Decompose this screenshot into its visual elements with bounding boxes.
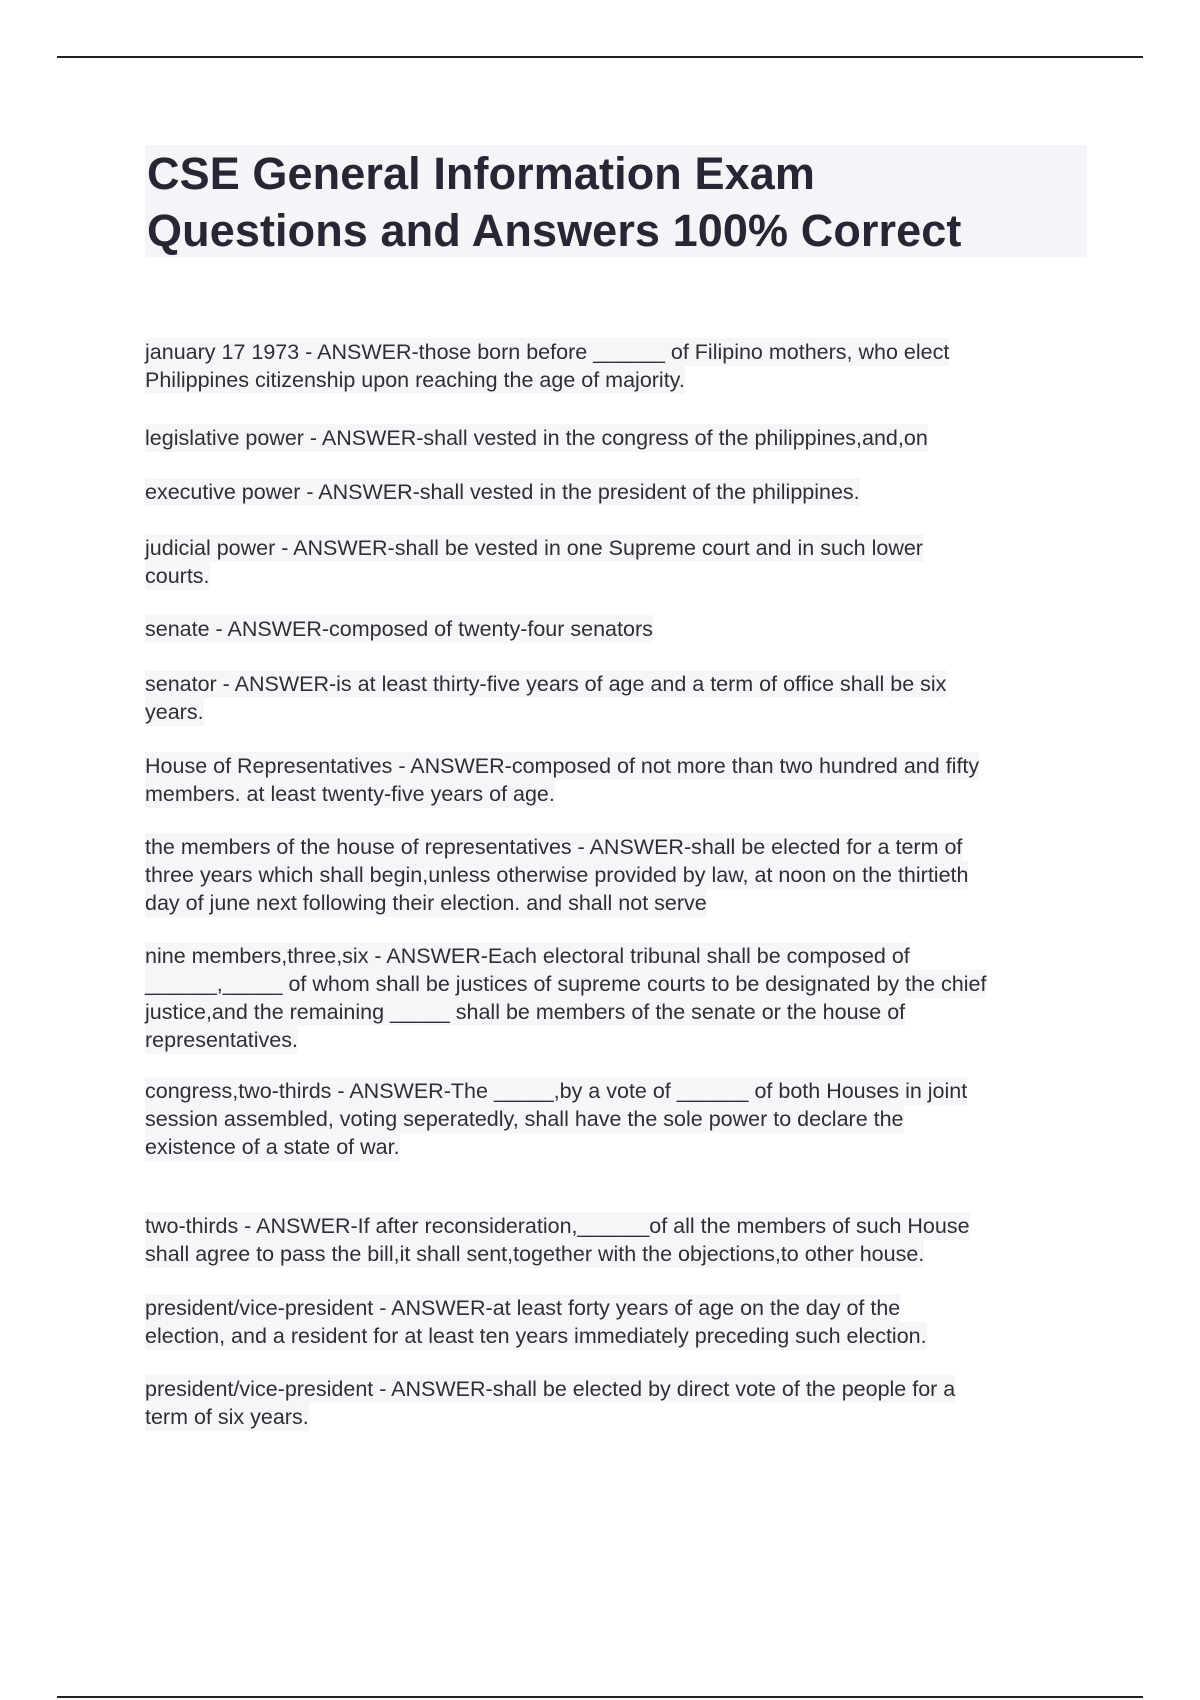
qa-entry-line: two-thirds - ANSWER-If after reconsideration,______of all the members of such House — [145, 1214, 970, 1238]
bottom-rule — [57, 1696, 1143, 1698]
qa-entry-line: ______,_____ of whom shall be justices of supreme courts to be designated by the chief — [145, 972, 987, 996]
qa-entry-line: election, and a resident for at least ten years immediately preceding such election. — [145, 1324, 927, 1348]
qa-entry — [145, 1212, 970, 1268]
qa-entry — [145, 338, 949, 394]
qa-entry-line: nine members,three,six - ANSWER-Each electoral tribunal shall be composed of — [145, 944, 910, 968]
qa-entry-line: the members of the house of representatives - ANSWER-shall be elected for a term of — [145, 835, 963, 859]
qa-entry-line: courts. — [145, 564, 210, 588]
qa-entry-line: justice,and the remaining _____ shall be members of the senate or the house of — [145, 1000, 906, 1024]
qa-entry-line: day of june next following their election. and shall not serve — [145, 891, 707, 915]
qa-entry-line: legislative power - ANSWER-shall vested in the congress of the philippines,and,on — [145, 426, 928, 450]
qa-entry-line: three years which shall begin,unless otherwise provided by law, at noon on the thirtieth — [145, 863, 969, 887]
qa-entry — [145, 615, 653, 643]
qa-entry-line: shall agree to pass the bill,it shall sent,together with the objections,to other house. — [145, 1242, 925, 1266]
title-block — [145, 145, 1087, 257]
qa-entry — [145, 833, 968, 917]
top-rule — [57, 56, 1143, 58]
qa-entry — [145, 534, 923, 590]
qa-entry-line: president/vice-president - ANSWER-at least forty years of age on the day of the — [145, 1296, 901, 1320]
qa-entry-line: january 17 1973 - ANSWER-those born before ______ of Filipino mothers, who elect — [145, 340, 950, 364]
qa-entry-line: members. at least twenty-five years of age. — [145, 782, 555, 806]
title-line-2: Questions and Answers 100% Correct — [147, 205, 962, 256]
qa-entry-line: years. — [145, 700, 204, 724]
qa-entry-line: executive power - ANSWER-shall vested in the president of the philippines. — [145, 480, 860, 504]
qa-entry-line: Philippines citizenship upon reaching the age of majority. — [145, 368, 685, 392]
qa-entry-line: congress,two-thirds - ANSWER-The _____,by a vote of ______ of both Houses in joint — [145, 1079, 968, 1103]
qa-entry — [145, 1077, 967, 1161]
qa-entry-line: representatives. — [145, 1028, 298, 1052]
qa-entry — [145, 942, 986, 1054]
qa-entry — [145, 670, 946, 726]
qa-entry — [145, 478, 860, 506]
qa-entry — [145, 424, 928, 452]
qa-entry-line: judicial power - ANSWER-shall be vested in one Supreme court and in such lower — [145, 536, 923, 560]
qa-entry — [145, 1375, 955, 1431]
title-line-1: CSE General Information Exam — [147, 148, 815, 199]
qa-entry-line: term of six years. — [145, 1405, 309, 1429]
qa-entry — [145, 1294, 927, 1350]
qa-entry-line: senate - ANSWER-composed of twenty-four senators — [145, 617, 653, 641]
qa-entry-line: House of Representatives - ANSWER-composed of not more than two hundred and fifty — [145, 754, 980, 778]
qa-entry-line: senator - ANSWER-is at least thirty-five years of age and a term of office shall be six — [145, 672, 947, 696]
qa-entry — [145, 752, 979, 808]
qa-entry-line: session assembled, voting seperatedly, shall have the sole power to declare the — [145, 1107, 904, 1131]
qa-entry-line: existence of a state of war. — [145, 1135, 400, 1159]
qa-entry-line: president/vice-president - ANSWER-shall be elected by direct vote of the people for a — [145, 1377, 956, 1401]
document-title — [147, 145, 1087, 259]
